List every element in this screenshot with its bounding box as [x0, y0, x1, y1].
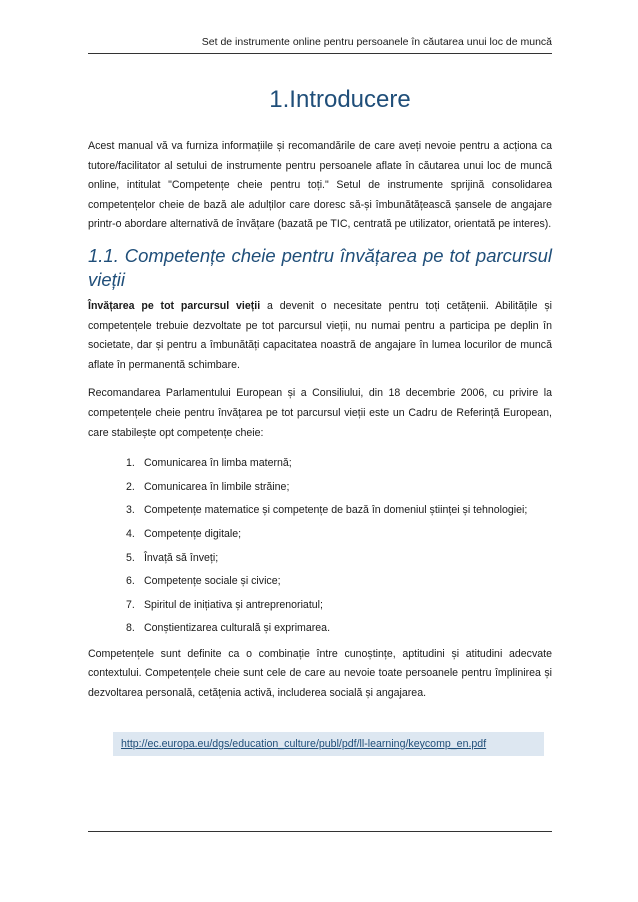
list-item: 7. Spiritul de inițiativa și antreprenoriatul;	[126, 598, 323, 611]
list-item: 5. Învață să înveți;	[126, 551, 219, 564]
running-header: Set de instrumente online pentru persoanele în căutarea unui loc de muncă	[201, 36, 552, 48]
chapter-title	[88, 86, 552, 114]
list-item: 4. Competențe digitale;	[126, 527, 242, 540]
list-item: 2. Comunicarea în limbile străine;	[126, 480, 290, 493]
competences-definition-paragraph: Competențele sunt definite ca o combinație între cunoștințe, aptitudini și atitudini adecvate contextului. Competențele cheie sunt cele de care au nevoie toate persoanele pentru împlinirea și dezvoltarea personală, cetățenia activă, includerea socială și angajarea.	[88, 647, 552, 700]
section-heading: 1.1. Competențe cheie pentru învățarea pe tot parcursul vieții	[88, 244, 552, 290]
lifelong-learning-paragraph	[88, 297, 552, 375]
main-content	[88, 137, 552, 756]
header-divider	[88, 53, 552, 54]
reference-link[interactable]: http://ec.europa.eu/dgs/education_culture/publ/pdf/ll-learning/keycomp_en.pdf	[121, 737, 487, 750]
footer-divider	[88, 831, 552, 832]
chapter-title-text: 1.Introducere	[269, 86, 411, 113]
list-item: 8. Conștientizarea culturală și exprimarea.	[126, 622, 331, 635]
list-item: 1. Comunicarea în limba maternă;	[126, 457, 292, 470]
lifelong-learning-text: a devenit o necesitate pentru toți cetățenii. Abilitățile și competențele trebuie dezvoltate pe tot parcursul vieții, nu numai pentru a participa pe deplin în societate, dar și pentru a îmbunătăți capacitatea noastră de angajare în lumea locurilor de muncă aflate în permanentă schimbare.	[88, 299, 552, 371]
intro-paragraph: Acest manual vă va furniza informațiile și recomandările de care aveți nevoie pentru a acționa ca tutore/facilitator al setului de instrumente pentru persoanele aflate în căutarea unui loc de muncă online, intitulat "Competențe cheie pentru toți." Setul de instrumente sprijină consolidarea competențelor cheie de bază ale adulților care doresc să-și îmbunătățească șansele de angajare printr-o abordare alternativă de învățare (bazată pe TIC, centrată pe utilizator, orientată pe interes).	[88, 140, 552, 231]
list-item: 6. Competențe sociale și civice;	[126, 575, 281, 588]
key-competences-list	[88, 452, 552, 641]
recommendation-paragraph: Recomandarea Parlamentului European și a Consiliului, din 18 decembrie 2006, cu privire la competențele cheie pentru învățarea pe tot parcursul vieții este un Cadru de Referință European, care stabilește opt competențe cheie:	[88, 387, 552, 439]
list-item: 3. Competențe matematice și competențe de bază în domeniul științei și tehnologiei;	[126, 504, 528, 517]
reference-link-box	[113, 732, 544, 756]
lifelong-learning-bold: Învățarea pe tot parcursul vieții	[88, 299, 261, 312]
